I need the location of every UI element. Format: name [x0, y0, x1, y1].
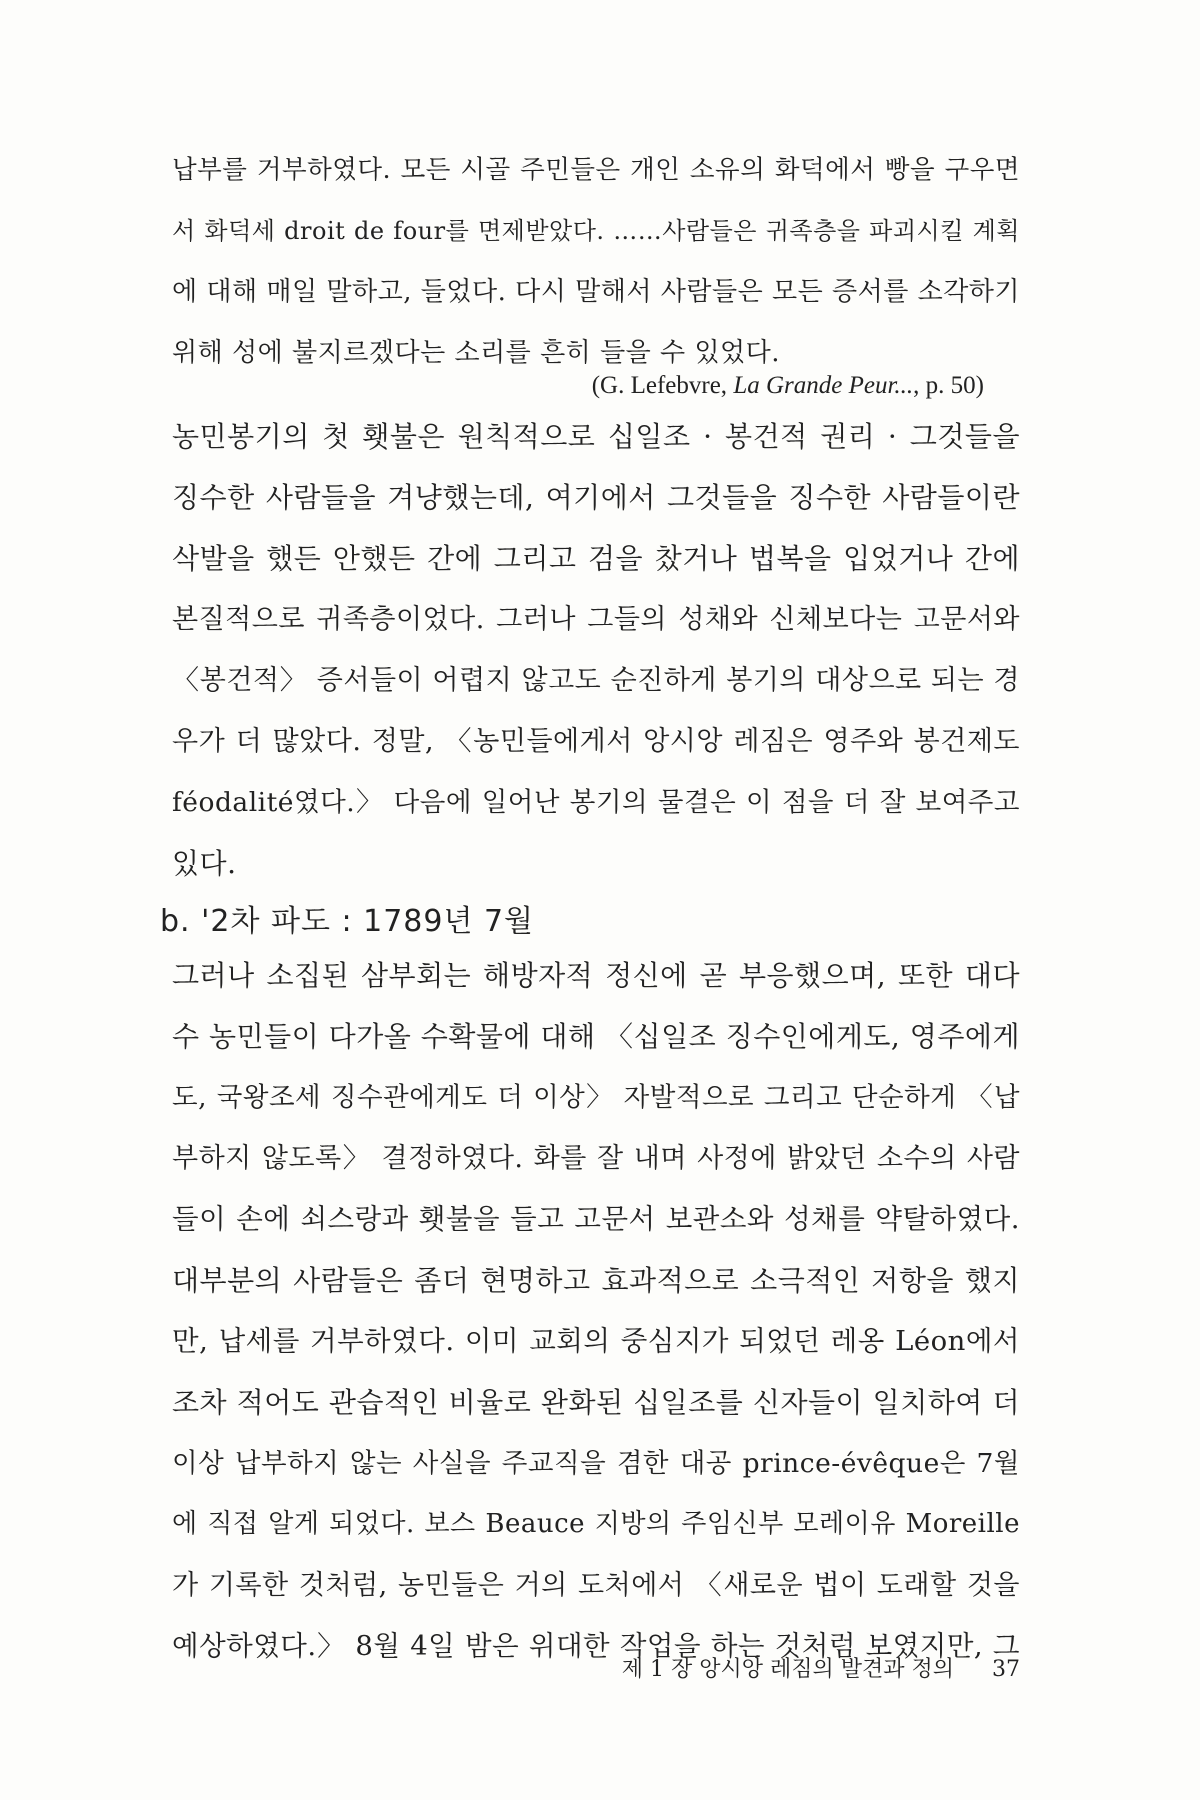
quote-line: 위해 성에 불지르겠다는 소리를 흔히 들을 수 있었다.	[172, 338, 781, 368]
paragraph-line: 도, 국왕조세 징수관에게도 더 이상〉 자발적으로 그리고 단순하게 〈납	[172, 1082, 1020, 1113]
paragraph-line: 농민봉기의 첫 횃불은 원칙적으로 십일조 · 봉건적 권리 · 그것들을	[172, 420, 1020, 453]
quote-line: 납부를 거부하였다. 모든 시골 주민들은 개인 소유의 화덕에서 빵을 구우면	[172, 155, 1020, 185]
quote-citation	[172, 366, 984, 406]
citation-title: La Grande Peur...	[733, 372, 914, 399]
paragraph-line: 조차 적어도 관습적인 비율로 완화된 십일조를 신자들이 일치하여 더	[172, 1386, 1020, 1419]
paragraph-line: 부하지 않도록〉 결정하였다. 화를 잘 내며 사정에 밝았던 소수의 사람	[172, 1143, 1020, 1174]
running-head: 제 1 장 앙시앙 레짐의 발견과 정의	[621, 1657, 954, 1682]
paragraph-2	[172, 945, 1020, 1677]
paragraph-line: 본질적으로 귀족층이었다. 그러나 그들의 성채와 신체보다는 고문서와	[172, 604, 1020, 635]
quote-line: 서 화덕세 droit de four를 면제받았다. ……사람들은 귀족층을 파괴시킬 계획	[172, 217, 1020, 245]
citation-close: , p. 50)	[913, 372, 984, 399]
paragraph-line: 있다.	[172, 847, 237, 880]
paragraph-line: 〈봉건적〉 증서들이 어렵지 않고도 순진하게 봉기의 대상으로 되는 경	[172, 665, 1020, 696]
paragraph-line: 들이 손에 쇠스랑과 횃불을 들고 고문서 보관소와 성채를 약탈하였다.	[172, 1203, 1020, 1235]
page-footer	[600, 1650, 1020, 1690]
paragraph-line: 이상 납부하지 않는 사실을 주교직을 겸한 대공 prince-évêque은 7월	[172, 1448, 1020, 1479]
paragraph-line: 대부분의 사람들은 좀더 현명하고 효과적으로 소극적인 저항을 했지	[172, 1264, 1020, 1297]
paragraph-line: 우가 더 많았다. 정말, 〈농민들에게서 앙시앙 레짐은 영주와 봉건제도	[172, 726, 1020, 757]
section-heading: b. '2차 파도 : 1789년 7월	[160, 904, 535, 939]
page-number: 37	[992, 1657, 1020, 1682]
paragraph-line: 수 농민들이 다가올 수확물에 대해 〈십일조 징수인에게도, 영주에게	[172, 1020, 1020, 1053]
paragraph-line: 그러나 소집된 삼부회는 해방자적 정신에 곧 부응했으며, 또한 대다	[172, 959, 1020, 992]
paragraph-line: 만, 납세를 거부하였다. 이미 교회의 중심지가 되었던 레옹 Léon에서	[172, 1325, 1020, 1357]
paragraph-line: 예상하였다.〉 8월 4일 밤은 위대한 작업을 하는 것처럼 보였지만, 그	[172, 1630, 1020, 1662]
paragraph-line: 삭발을 했든 안했든 간에 그리고 검을 찼거나 법복을 입었거나 간에	[172, 542, 1020, 575]
paragraph-line: 징수한 사람들을 겨냥했는데, 여기에서 그것들을 징수한 사람들이란	[172, 481, 1020, 514]
paragraph-line: 에 직접 알게 되었다. 보스 Beauce 지방의 주임신부 모레이유 Moreille	[172, 1509, 1020, 1539]
paragraph-1	[172, 406, 1020, 894]
paragraph-line: 가 기록한 것처럼, 농민들은 거의 도처에서 〈새로운 법이 도래할 것을	[172, 1570, 1020, 1601]
citation-open: (G. Lefebvre,	[591, 372, 734, 399]
quote-line: 에 대해 매일 말하고, 들었다. 다시 말해서 사람들은 모든 증서를 소각하기	[172, 277, 1021, 307]
paragraph-line: féodalité였다.〉 다음에 일어난 봉기의 물결은 이 점을 더 잘 보여주고	[172, 787, 1020, 818]
block-quote	[172, 140, 1020, 384]
